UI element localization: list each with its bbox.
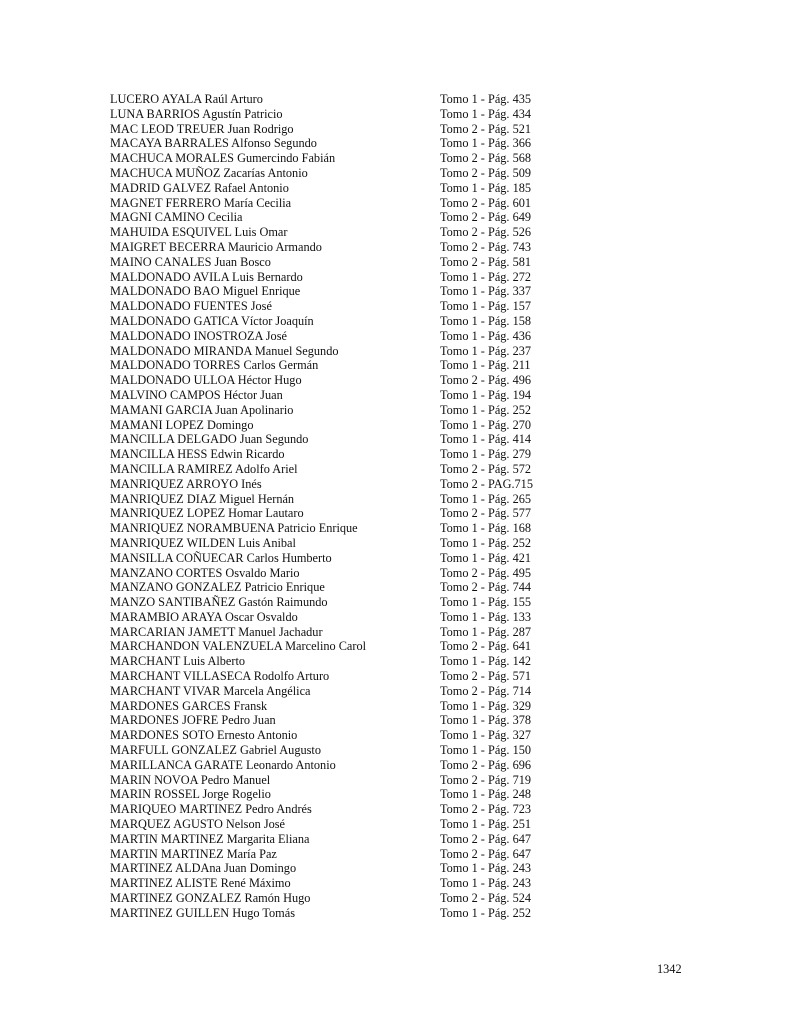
entry-volume-page-reference: Tomo 1 - Pág. 155	[440, 595, 532, 610]
entry-person-name: MAMANI LOPEZ Domingo	[110, 417, 254, 432]
index-entry	[110, 477, 580, 492]
entry-person-name: MARILLANCA GARATE Leonardo Antonio	[110, 757, 336, 772]
index-entry	[110, 699, 580, 714]
entry-person-name: MANCILLA DELGADO Juan Segundo	[110, 432, 309, 447]
index-entry	[110, 344, 580, 359]
index-entry	[110, 654, 580, 669]
entry-volume-page-reference: Tomo 2 - Pág. 521	[440, 121, 532, 136]
index-entry	[110, 418, 580, 433]
entry-person-name: MARQUEZ AGUSTO Nelson José	[110, 817, 286, 832]
page-number: 1342	[657, 962, 682, 976]
index-entry	[110, 787, 580, 802]
entry-person-name: MARDONES GARCES Fransk	[110, 698, 268, 713]
entry-volume-page-reference: Tomo 1 - Pág. 435	[440, 92, 532, 106]
entry-volume-page-reference: Tomo 2 - Pág. 509	[440, 165, 532, 180]
index-entry	[110, 388, 580, 403]
entry-person-name: MANZO SANTIBAÑEZ Gastón Raimundo	[110, 595, 328, 610]
entry-volume-page-reference: Tomo 1 - Pág. 252	[440, 905, 532, 920]
entry-person-name: MADRID GALVEZ Rafael Antonio	[110, 180, 289, 195]
entry-person-name: MALDONADO AVILA Luis Bernardo	[110, 269, 303, 284]
index-entry	[110, 610, 580, 625]
index-entry	[110, 580, 580, 595]
entry-person-name: MALDONADO MIRANDA Manuel Segundo	[110, 343, 339, 358]
entry-person-name: MALDONADO INOSTROZA José	[110, 328, 287, 343]
entry-volume-page-reference: Tomo 2 - Pág. 743	[440, 239, 532, 254]
entry-volume-page-reference: Tomo 2 - Pág. 719	[440, 772, 532, 787]
entry-volume-page-reference: Tomo 1 - Pág. 157	[440, 299, 532, 314]
entry-volume-page-reference: Tomo 1 - Pág. 378	[440, 713, 532, 728]
entry-person-name: MAINO CANALES Juan Bosco	[110, 254, 271, 269]
name-index-list	[110, 92, 580, 921]
entry-volume-page-reference: Tomo 1 - Pág. 366	[440, 136, 532, 151]
entry-volume-page-reference: Tomo 1 - Pág. 337	[440, 284, 532, 299]
entry-person-name: MAGNI CAMINO Cecilia	[110, 210, 243, 225]
entry-volume-page-reference: Tomo 1 - Pág. 436	[440, 328, 532, 343]
index-entry	[110, 861, 580, 876]
index-entry	[110, 181, 580, 196]
entry-person-name: MALDONADO GATICA Víctor Joaquín	[110, 313, 314, 328]
entry-volume-page-reference: Tomo 1 - Pág. 158	[440, 313, 532, 328]
entry-person-name: MACAYA BARRALES Alfonso Segundo	[110, 136, 317, 151]
index-entry	[110, 551, 580, 566]
entry-person-name: MANRIQUEZ WILDEN Luis Anibal	[110, 535, 296, 550]
entry-volume-page-reference: Tomo 2 - Pág. 714	[440, 683, 532, 698]
index-entry	[110, 891, 580, 906]
entry-person-name: MARCHANT Luis Alberto	[110, 654, 246, 669]
entry-volume-page-reference: Tomo 2 - Pág. 601	[440, 195, 532, 210]
entry-volume-page-reference: Tomo 1 - Pág. 185	[440, 180, 532, 195]
index-entry	[110, 669, 580, 684]
entry-volume-page-reference: Tomo 1 - Pág. 434	[440, 106, 532, 121]
entry-person-name: MARAMBIO ARAYA Oscar Osvaldo	[110, 609, 298, 624]
index-entry	[110, 373, 580, 388]
entry-volume-page-reference: Tomo 1 - Pág. 252	[440, 535, 532, 550]
entry-volume-page-reference: Tomo 2 - Pág. 571	[440, 669, 532, 684]
index-entry	[110, 625, 580, 640]
index-entry	[110, 876, 580, 891]
index-entry	[110, 92, 580, 107]
entry-person-name: MARCARIAN JAMETT Manuel Jachadur	[110, 624, 323, 639]
entry-volume-page-reference: Tomo 1 - Pág. 142	[440, 654, 532, 669]
index-entry	[110, 728, 580, 743]
index-entry	[110, 403, 580, 418]
entry-person-name: MAC LEOD TREUER Juan Rodrigo	[110, 121, 294, 136]
entry-volume-page-reference: Tomo 1 - Pág. 243	[440, 876, 532, 891]
entry-person-name: MACHUCA MUÑOZ Zacarías Antonio	[110, 165, 308, 180]
entry-volume-page-reference: Tomo 1 - Pág. 272	[440, 269, 532, 284]
index-entry	[110, 122, 580, 137]
entry-person-name: MALVINO CAMPOS Héctor Juan	[110, 387, 283, 402]
index-entry	[110, 506, 580, 521]
entry-volume-page-reference: Tomo 2 - Pág. 568	[440, 151, 532, 166]
index-entry	[110, 299, 580, 314]
entry-volume-page-reference: Tomo 2 - PAG.715	[440, 476, 533, 491]
entry-volume-page-reference: Tomo 2 - Pág. 647	[440, 846, 532, 861]
entry-volume-page-reference: Tomo 2 - Pág. 641	[440, 639, 532, 654]
index-entry	[110, 595, 580, 610]
index-entry	[110, 166, 580, 181]
entry-volume-page-reference: Tomo 1 - Pág. 327	[440, 728, 532, 743]
entry-volume-page-reference: Tomo 1 - Pág. 194	[440, 387, 532, 402]
entry-volume-page-reference: Tomo 1 - Pág. 237	[440, 343, 532, 358]
entry-person-name: MARTIN MARTINEZ María Paz	[110, 846, 277, 861]
entry-volume-page-reference: Tomo 1 - Pág. 251	[440, 817, 532, 832]
index-entry	[110, 758, 580, 773]
entry-volume-page-reference: Tomo 1 - Pág. 279	[440, 447, 532, 462]
entry-volume-page-reference: Tomo 1 - Pág. 150	[440, 743, 532, 758]
entry-person-name: MARFULL GONZALEZ Gabriel Augusto	[110, 743, 321, 758]
entry-volume-page-reference: Tomo 2 - Pág. 649	[440, 210, 532, 225]
entry-person-name: MANCILLA RAMIREZ Adolfo Ariel	[110, 461, 298, 476]
entry-person-name: MALDONADO BAO Miguel Enrique	[110, 284, 301, 299]
entry-volume-page-reference: Tomo 2 - Pág. 495	[440, 565, 532, 580]
index-entry	[110, 684, 580, 699]
entry-person-name: MALDONADO FUENTES José	[110, 299, 272, 314]
entry-person-name: MARTIN MARTINEZ Margarita Eliana	[110, 831, 310, 846]
index-entry	[110, 817, 580, 832]
index-entry	[110, 447, 580, 462]
entry-person-name: MARIN ROSSEL Jorge Rogelio	[110, 787, 271, 802]
index-entry	[110, 639, 580, 654]
entry-volume-page-reference: Tomo 2 - Pág. 577	[440, 506, 532, 521]
index-entry	[110, 240, 580, 255]
entry-person-name: MARTINEZ GUILLEN Hugo Tomás	[110, 905, 295, 920]
index-entry	[110, 107, 580, 122]
entry-person-name: MARTINEZ ALISTE René Máximo	[110, 876, 291, 891]
index-entry	[110, 847, 580, 862]
entry-person-name: MANCILLA HESS Edwin Ricardo	[110, 447, 285, 462]
entry-person-name: MANRIQUEZ LOPEZ Homar Lautaro	[110, 506, 304, 521]
entry-volume-page-reference: Tomo 1 - Pág. 252	[440, 402, 532, 417]
index-entry	[110, 743, 580, 758]
entry-volume-page-reference: Tomo 1 - Pág. 287	[440, 624, 532, 639]
entry-person-name: MANSILLA COÑUECAR Carlos Humberto	[110, 550, 332, 565]
entry-person-name: MAHUIDA ESQUIVEL Luis Omar	[110, 225, 288, 240]
entry-person-name: MARIQUEO MARTINEZ Pedro Andrés	[110, 802, 312, 817]
entry-person-name: MARDONES JOFRE Pedro Juan	[110, 713, 276, 728]
index-entry	[110, 196, 580, 211]
entry-person-name: MANZANO GONZALEZ Patricio Enrique	[110, 580, 325, 595]
entry-volume-page-reference: Tomo 2 - Pág. 581	[440, 254, 532, 269]
entry-person-name: MANZANO CORTES Osvaldo Mario	[110, 565, 300, 580]
entry-person-name: MARCHANT VILLASECA Rodolfo Arturo	[110, 669, 330, 684]
index-entry	[110, 284, 580, 299]
entry-person-name: MALDONADO TORRES Carlos Germán	[110, 358, 319, 373]
entry-volume-page-reference: Tomo 2 - Pág. 572	[440, 461, 532, 476]
entry-person-name: MANRIQUEZ ARROYO Inés	[110, 476, 262, 491]
index-entry	[110, 773, 580, 788]
index-entry	[110, 225, 580, 240]
entry-volume-page-reference: Tomo 1 - Pág. 329	[440, 698, 532, 713]
index-entry	[110, 802, 580, 817]
entry-volume-page-reference: Tomo 2 - Pág. 524	[440, 891, 532, 906]
index-entry	[110, 713, 580, 728]
index-entry	[110, 906, 580, 921]
entry-person-name: MARDONES SOTO Ernesto Antonio	[110, 728, 298, 743]
index-entry	[110, 492, 580, 507]
index-entry	[110, 270, 580, 285]
entry-volume-page-reference: Tomo 2 - Pág. 647	[440, 831, 532, 846]
index-entry	[110, 432, 580, 447]
entry-person-name: LUCERO AYALA Raúl Arturo	[110, 92, 263, 106]
entry-volume-page-reference: Tomo 2 - Pág. 526	[440, 225, 532, 240]
entry-person-name: MAMANI GARCIA Juan Apolinario	[110, 402, 294, 417]
entry-volume-page-reference: Tomo 1 - Pág. 414	[440, 432, 532, 447]
entry-person-name: MALDONADO ULLOA Héctor Hugo	[110, 373, 302, 388]
entry-volume-page-reference: Tomo 1 - Pág. 133	[440, 609, 532, 624]
entry-person-name: MARTINEZ ALDAna Juan Domingo	[110, 861, 297, 876]
entry-person-name: MAGNET FERRERO María Cecilia	[110, 195, 292, 210]
index-entry	[110, 151, 580, 166]
index-entry	[110, 566, 580, 581]
entry-volume-page-reference: Tomo 2 - Pág. 696	[440, 757, 532, 772]
entry-volume-page-reference: Tomo 1 - Pág. 248	[440, 787, 532, 802]
entry-person-name: MARCHANT VIVAR Marcela Angélica	[110, 683, 311, 698]
entry-person-name: LUNA BARRIOS Agustín Patricio	[110, 106, 283, 121]
entry-person-name: MAIGRET BECERRA Mauricio Armando	[110, 239, 322, 254]
entry-person-name: MARIN NOVOA Pedro Manuel	[110, 772, 271, 787]
entry-person-name: MARTINEZ GONZALEZ Ramón Hugo	[110, 891, 311, 906]
entry-volume-page-reference: Tomo 1 - Pág. 421	[440, 550, 532, 565]
entry-volume-page-reference: Tomo 1 - Pág. 265	[440, 491, 532, 506]
entry-volume-page-reference: Tomo 2 - Pág. 723	[440, 802, 532, 817]
entry-person-name: MACHUCA MORALES Gumercindo Fabián	[110, 151, 336, 166]
entry-volume-page-reference: Tomo 1 - Pág. 168	[440, 521, 532, 536]
entry-person-name: MARCHANDON VALENZUELA Marcelino Carol	[110, 639, 367, 654]
index-entry	[110, 329, 580, 344]
index-entry	[110, 462, 580, 477]
entry-volume-page-reference: Tomo 1 - Pág. 211	[440, 358, 531, 373]
index-entry	[110, 832, 580, 847]
entry-volume-page-reference: Tomo 1 - Pág. 243	[440, 861, 532, 876]
index-entry	[110, 358, 580, 373]
entry-volume-page-reference: Tomo 2 - Pág. 744	[440, 580, 532, 595]
index-entry	[110, 255, 580, 270]
entry-person-name: MANRIQUEZ DIAZ Miguel Hernán	[110, 491, 295, 506]
entry-volume-page-reference: Tomo 1 - Pág. 270	[440, 417, 532, 432]
index-entry	[110, 136, 580, 151]
index-entry	[110, 536, 580, 551]
index-entry	[110, 210, 580, 225]
entry-person-name: MANRIQUEZ NORAMBUENA Patricio Enrique	[110, 521, 358, 536]
index-entry	[110, 314, 580, 329]
index-entry	[110, 521, 580, 536]
entry-volume-page-reference: Tomo 2 - Pág. 496	[440, 373, 532, 388]
